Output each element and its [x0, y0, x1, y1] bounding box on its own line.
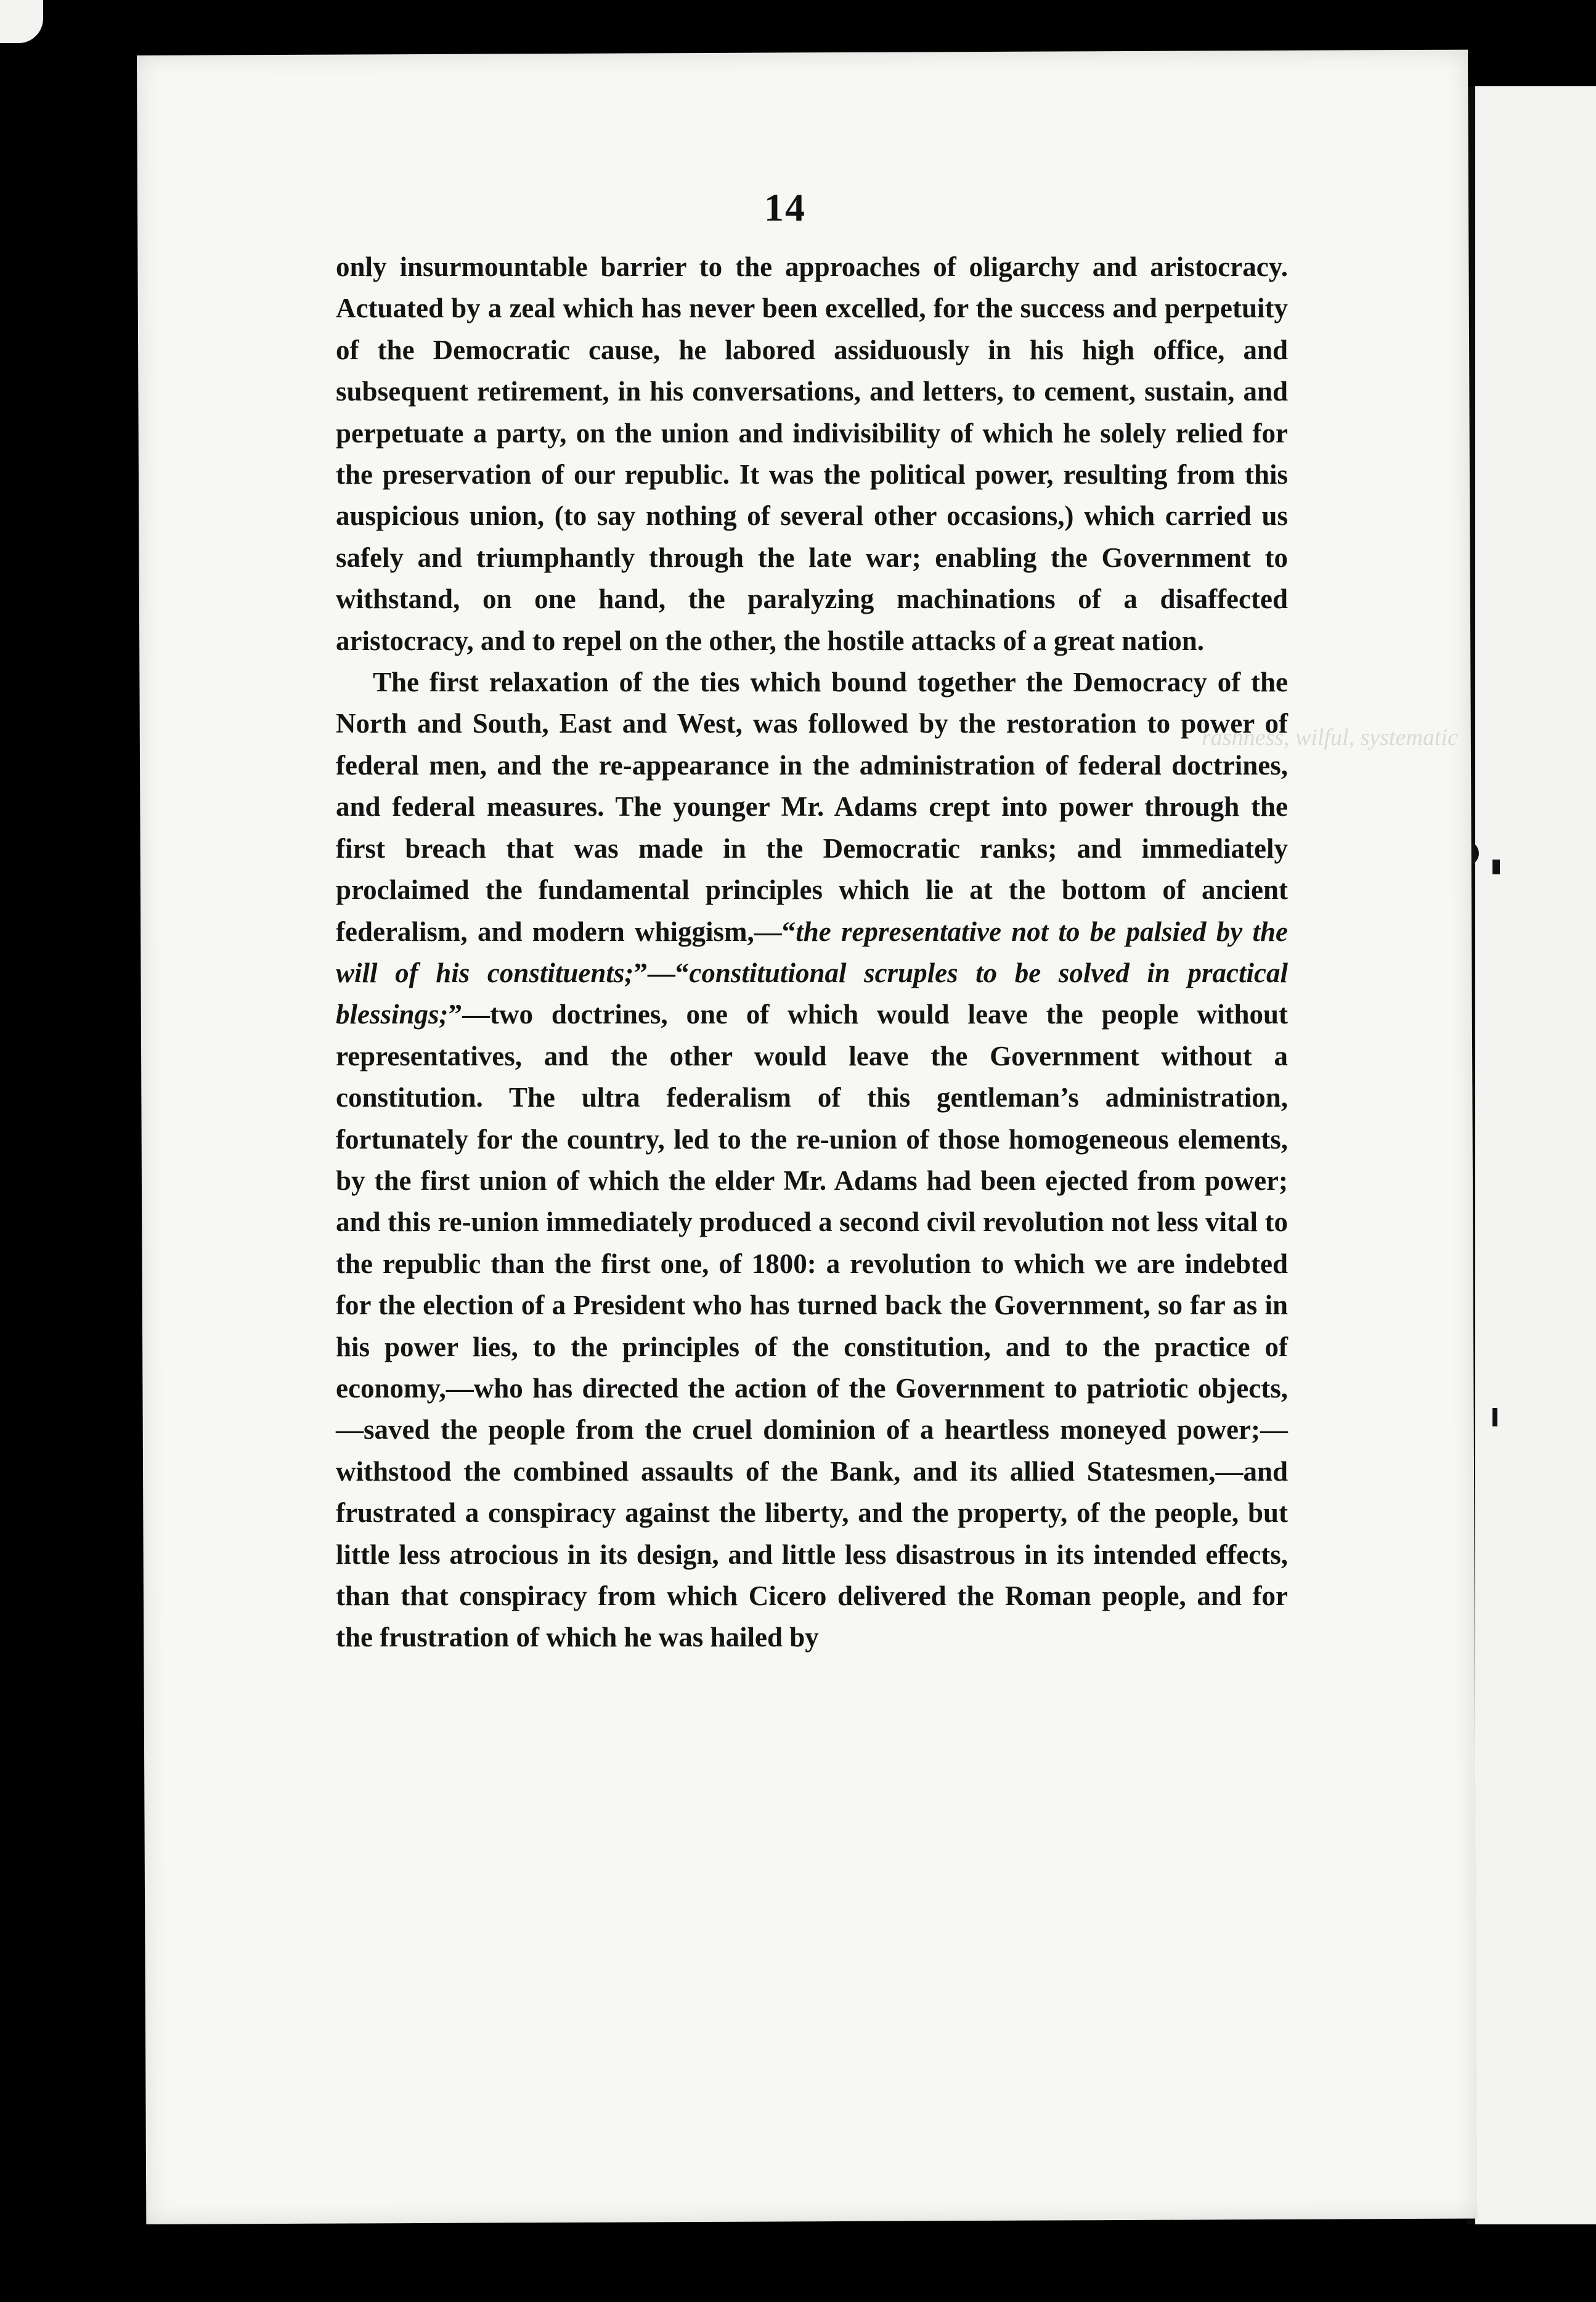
gutter-mark	[1492, 860, 1500, 874]
paragraph: only insurmountable barrier to the approaches of oligarchy and aristocracy. Actuated by a zeal which has never been excelled, for the success and perpetuity of the Democratic cause, he labored assiduously in his high office, and subsequent retirement, in his conversations, and letters, to cement, sustain, and perpetuate a party, on the union and indivisibility of which he solely relied for the preservation of our republic. It was the political power, resulting from this auspicious union, (to say nothing of several other occasions,) which carried us safely and triumphantly through the late war; enabling the Government to withstand, on one hand, the paralyzing machinations of a disaffected aristocracy, and to repel on the other, the hostile attacks of a great nation.	[336, 251, 1288, 656]
bleed-through-text: rashness, wilful, systematic	[1202, 725, 1458, 750]
paragraph	[336, 662, 1288, 1659]
text-run: ”—“	[633, 957, 690, 988]
quotation-italic: constitutional scruples to be solved in practical blessings;	[336, 957, 1288, 1030]
margin-speck	[1492, 1408, 1497, 1426]
body-text	[336, 246, 1288, 1659]
quotation-italic: the representative not to be palsied by the will of his constituents;	[336, 916, 1288, 988]
text-run: The first relaxation of the ties which bound together the Democracy of the North and South, East and West, was followed by the restoration to power of federal men, and the re-appearance in the administration of federal doctrines, and federal measures. The younger Mr. Adams crept into power through the first breach that was made in the Democratic ranks; and immediately proclaimed the fundamental principles which lie at the bottom of ancient federalism, and modern whiggism,—“	[336, 667, 1288, 947]
facing-page-edge	[1475, 86, 1596, 2224]
page-number: 14	[764, 185, 806, 229]
text-run: ”—two doctrines, one of which would leave the people without representatives, and the other would leave the Government without a constitution. The ultra federalism of this gentleman’s administration, fortunately for the country, led to the re-union of those homogeneous elements, by the first union of which the elder Mr. Adams had been ejected from power; and this re-union immediately produced a second civil revolution not less vital to the republic than the first one, of 1800: a revolution to which we are indebted for the election of a President who has turned back the Government, so far as in his power lies, to the principles of the constitution, and to the practice of economy,—who has directed the action of the Government to patriotic objects,—saved the people from the cruel dominion of a heartless moneyed power;—withstood the combined assaults of the Bank, and its allied Statesmen,—and frustrated a conspiracy against the liberty, and the property, of the people, but little less atrocious in its design, and little less disastrous in its intended effects, than that conspiracy from which Cicero delivered the Roman people, and for the frustration of which he was hailed by	[336, 999, 1288, 1653]
